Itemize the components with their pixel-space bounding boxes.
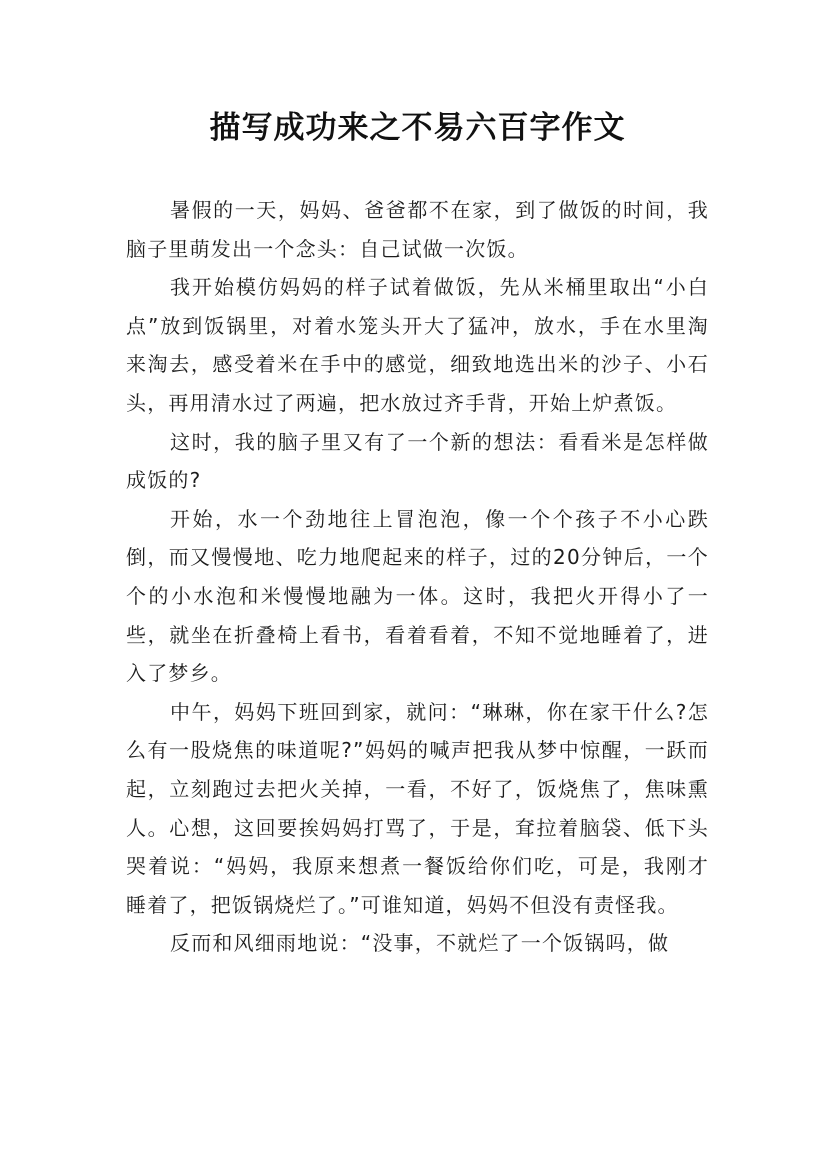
paragraph: 这时，我的脑子里又有了一个新的想法：看看米是怎样做成饭的? (126, 429, 709, 493)
paragraph: 暑假的一天，妈妈、爸爸都不在家，到了做饭的时间，我脑子里萌发出一个念头：自己试做一次饭。 (126, 198, 709, 261)
paragraph: 中午，妈妈下班回到家，就问：“琳琳，你在家干什么?怎么有一股烧焦的味道呢?”妈妈的喊声把我从梦中惊醒，一跃而起，立刻跑过去把火关掉，一看，不好了，饭烧焦了，焦味熏人。心想，这回要挨妈妈打骂了，于是，耷拉着脑袋、低下头哭着说：“妈妈，我原来想煮一餐饭给你们吃，可是，我刚才睡着了，把饭锅烧烂了。”可谁知道，妈妈不但没有责怪我。 (126, 699, 709, 917)
paragraph: 反而和风细雨地说：“没事，不就烂了一个饭锅吗，做 (170, 931, 670, 956)
paragraph: 我开始模仿妈妈的样子试着做饭，先从米桶里取出“小白点”放到饭锅里，对着水笼头开大了猛冲，放水，手在水里淘来淘去，感受着米在手中的感觉，细致地选出米的沙子、小石头，再用清水过了两遍，把水放过齐手背，开始上炉煮饭。 (126, 275, 709, 415)
document-title: 描写成功来之不易六百字作文 (209, 110, 626, 146)
document-body (126, 191, 709, 963)
paragraph: 开始，水一个劲地往上冒泡泡，像一个个孩子不小心跌倒，而又慢慢地、吃力地爬起来的样子，过的20分钟后，一个个的小水泡和米慢慢地融为一体。这时，我把火开得小了一些，就坐在折叠椅上看书，看着看着，不知不觉地睡着了，进入了梦乡。 (126, 506, 709, 686)
